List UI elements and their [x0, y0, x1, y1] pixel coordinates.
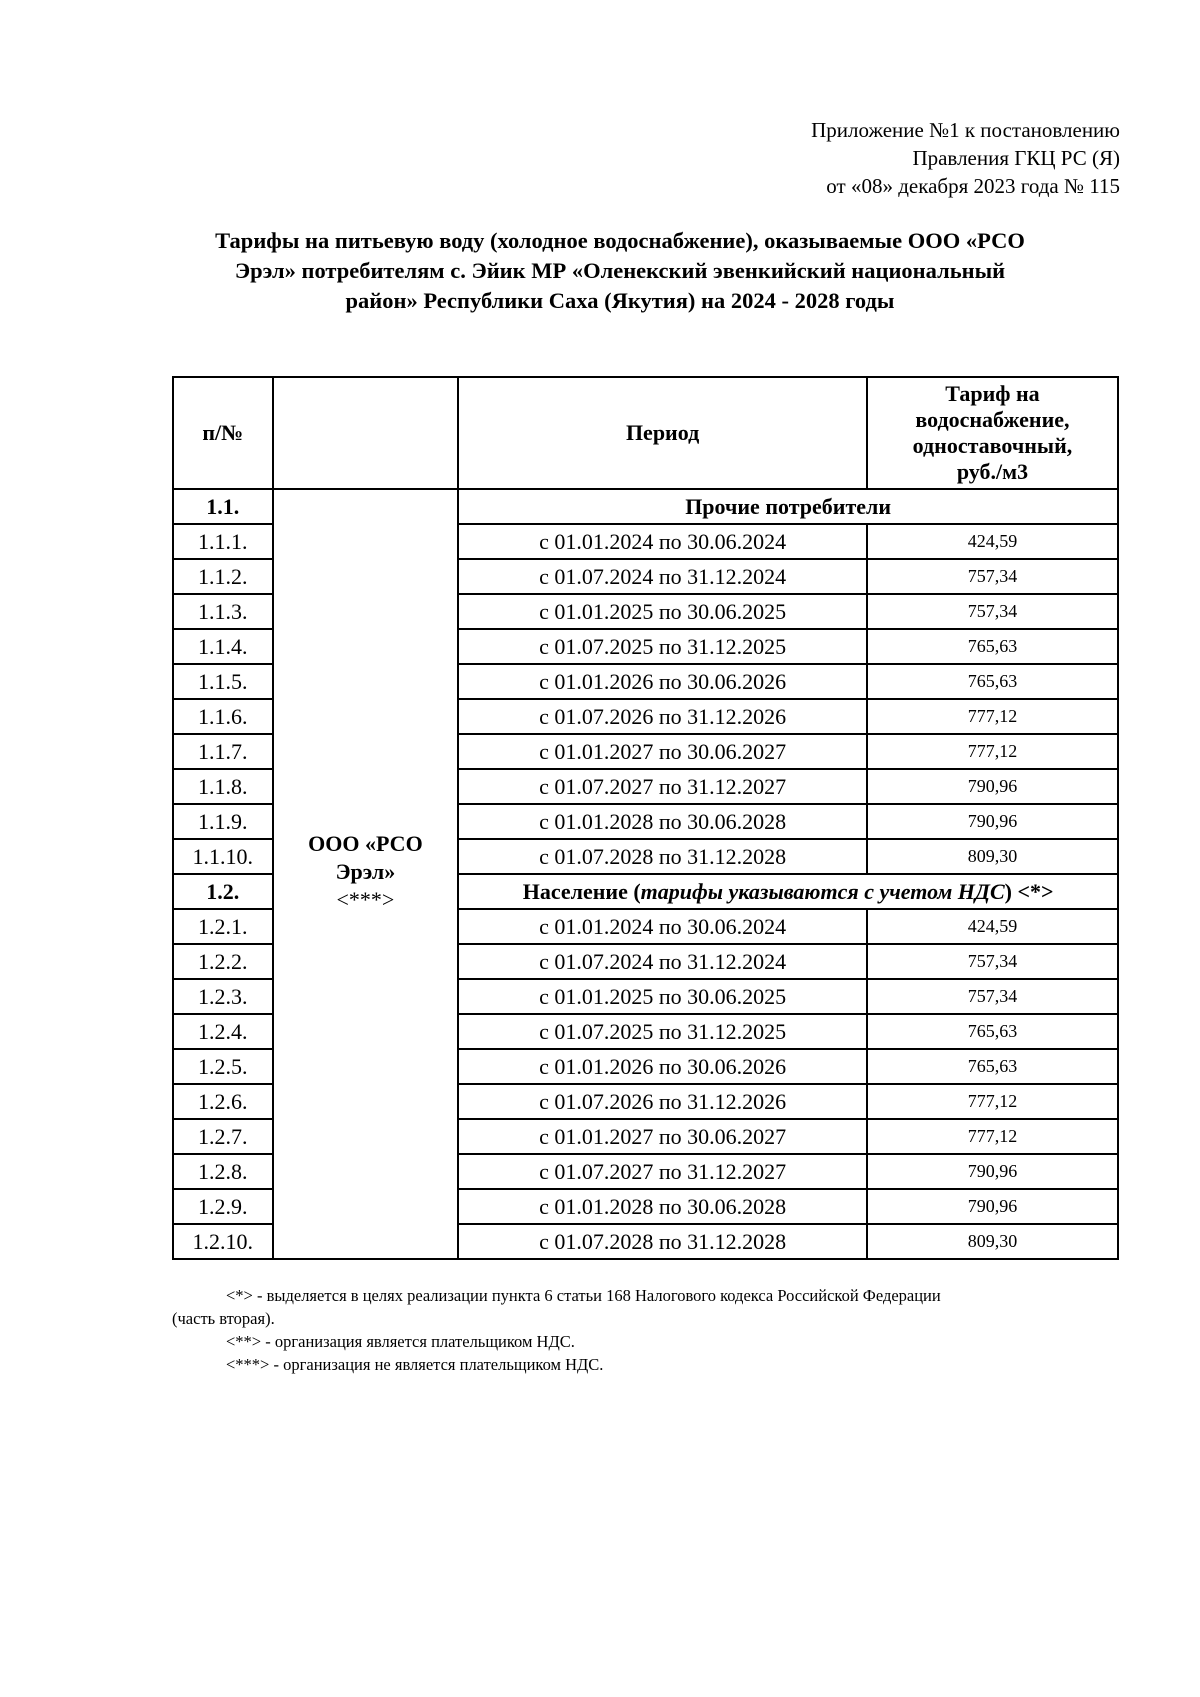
- row-tariff-value: 777,12: [867, 699, 1118, 734]
- row-period: с 01.01.2025 по 30.06.2025: [458, 594, 867, 629]
- row-tariff-value: 765,63: [867, 664, 1118, 699]
- row-tariff-value: 757,34: [867, 944, 1118, 979]
- group-number: 1.1.: [173, 489, 273, 524]
- row-period: с 01.01.2026 по 30.06.2026: [458, 664, 867, 699]
- row-period: с 01.07.2027 по 31.12.2027: [458, 769, 867, 804]
- row-tariff-value: 777,12: [867, 1084, 1118, 1119]
- row-period: с 01.07.2025 по 31.12.2025: [458, 1014, 867, 1049]
- group-label-italic: тарифы указываются с учетом НДС: [640, 878, 1005, 904]
- row-number: 1.1.9.: [173, 804, 273, 839]
- header-org: [273, 377, 459, 489]
- row-period: с 01.07.2024 по 31.12.2024: [458, 559, 867, 594]
- row-tariff-value: 765,63: [867, 1014, 1118, 1049]
- row-number: 1.1.1.: [173, 524, 273, 559]
- footnote-vat-allocated: <*> - выделяется в целях реализации пункта 6 статьи 168 Налогового кодекса Российской Федерации: [226, 1286, 941, 1305]
- row-number: 1.1.2.: [173, 559, 273, 594]
- row-number: 1.2.5.: [173, 1049, 273, 1084]
- row-number: 1.1.4.: [173, 629, 273, 664]
- header-line-date: от «08» декабря 2023 года № 115: [826, 174, 1120, 198]
- header-tariff-line-3: одноставочный,: [912, 433, 1073, 458]
- row-period: с 01.01.2027 по 30.06.2027: [458, 1119, 867, 1154]
- row-number: 1.1.6.: [173, 699, 273, 734]
- row-tariff-value: 424,59: [867, 909, 1118, 944]
- row-period: с 01.07.2028 по 31.12.2028: [458, 1224, 867, 1259]
- document-header: [811, 116, 1120, 200]
- group-number: 1.2.: [173, 874, 273, 909]
- tariff-table: [172, 376, 1119, 1260]
- header-tariff-line-2: водоснабжение,: [915, 407, 1070, 432]
- row-number: 1.1.3.: [173, 594, 273, 629]
- footnote-not-vat-payer: <***> - организация не является плательщиком НДС.: [226, 1355, 604, 1374]
- row-period: с 01.01.2027 по 30.06.2027: [458, 734, 867, 769]
- row-period: с 01.01.2026 по 30.06.2026: [458, 1049, 867, 1084]
- row-number: 1.1.10.: [173, 839, 273, 874]
- header-num: п/№: [173, 377, 273, 489]
- group-row: [173, 489, 1118, 524]
- row-tariff-value: 424,59: [867, 524, 1118, 559]
- row-tariff-value: 790,96: [867, 804, 1118, 839]
- row-number: 1.2.3.: [173, 979, 273, 1014]
- table-header-row: [173, 377, 1118, 489]
- row-number: 1.1.8.: [173, 769, 273, 804]
- row-tariff-value: 790,96: [867, 1154, 1118, 1189]
- row-number: 1.2.10.: [173, 1224, 273, 1259]
- row-period: с 01.01.2024 по 30.06.2024: [458, 524, 867, 559]
- row-tariff-value: 757,34: [867, 594, 1118, 629]
- footnotes: [172, 1284, 1119, 1376]
- group-label-end: ) <*>: [1004, 878, 1054, 904]
- footnote-vat-payer: <**> - организация является плательщиком НДС.: [226, 1332, 575, 1351]
- header-tariff: [867, 377, 1118, 489]
- document-title: [180, 226, 1060, 316]
- group-label-main: Население (: [522, 878, 641, 904]
- row-number: 1.2.1.: [173, 909, 273, 944]
- row-tariff-value: 757,34: [867, 979, 1118, 1014]
- header-line-board: Правления ГКЦ РС (Я): [912, 146, 1120, 170]
- row-tariff-value: 809,30: [867, 1224, 1118, 1259]
- row-number: 1.2.4.: [173, 1014, 273, 1049]
- row-tariff-value: 790,96: [867, 1189, 1118, 1224]
- row-period: с 01.01.2024 по 30.06.2024: [458, 909, 867, 944]
- row-number: 1.2.7.: [173, 1119, 273, 1154]
- row-period: с 01.07.2027 по 31.12.2027: [458, 1154, 867, 1189]
- row-number: 1.2.9.: [173, 1189, 273, 1224]
- row-number: 1.1.5.: [173, 664, 273, 699]
- organization-vat-note: <***>: [336, 887, 395, 912]
- footnote-vat-allocated-cont: (часть вторая).: [172, 1309, 275, 1328]
- row-tariff-value: 777,12: [867, 1119, 1118, 1154]
- row-period: с 01.07.2026 по 31.12.2026: [458, 699, 867, 734]
- title-line-1: Тарифы на питьевую воду (холодное водоснабжение), оказываемые ООО «РСО: [215, 228, 1025, 253]
- row-tariff-value: 765,63: [867, 1049, 1118, 1084]
- title-line-2: Эрэл» потребителям с. Эйик МР «Оленекский эвенкийский национальный: [234, 258, 1006, 283]
- row-number: 1.2.2.: [173, 944, 273, 979]
- group-label: [458, 874, 1118, 909]
- organization-name-line-1: ООО «РСО: [308, 831, 423, 856]
- row-period: с 01.07.2026 по 31.12.2026: [458, 1084, 867, 1119]
- row-period: с 01.07.2024 по 31.12.2024: [458, 944, 867, 979]
- row-period: с 01.07.2025 по 31.12.2025: [458, 629, 867, 664]
- header-tariff-line-1: Тариф на: [945, 381, 1040, 406]
- row-period: с 01.01.2028 по 30.06.2028: [458, 804, 867, 839]
- row-tariff-value: 757,34: [867, 559, 1118, 594]
- row-number: 1.1.7.: [173, 734, 273, 769]
- organization-name: [308, 830, 423, 914]
- row-tariff-value: 790,96: [867, 769, 1118, 804]
- row-tariff-value: 765,63: [867, 629, 1118, 664]
- header-period: Период: [458, 377, 867, 489]
- organization-name-line-2: Эрэл»: [335, 859, 396, 884]
- row-period: с 01.01.2025 по 30.06.2025: [458, 979, 867, 1014]
- row-number: 1.2.6.: [173, 1084, 273, 1119]
- row-number: 1.2.8.: [173, 1154, 273, 1189]
- organization-cell: [273, 489, 459, 1259]
- row-tariff-value: 809,30: [867, 839, 1118, 874]
- row-period: с 01.07.2028 по 31.12.2028: [458, 839, 867, 874]
- group-label: Прочие потребители: [458, 489, 1118, 524]
- title-line-3: район» Республики Саха (Якутия) на 2024 - 2028 годы: [345, 288, 895, 313]
- row-period: с 01.01.2028 по 30.06.2028: [458, 1189, 867, 1224]
- header-tariff-line-4: руб./м3: [956, 459, 1029, 484]
- row-tariff-value: 777,12: [867, 734, 1118, 769]
- header-line-appendix: Приложение №1 к постановлению: [811, 118, 1120, 142]
